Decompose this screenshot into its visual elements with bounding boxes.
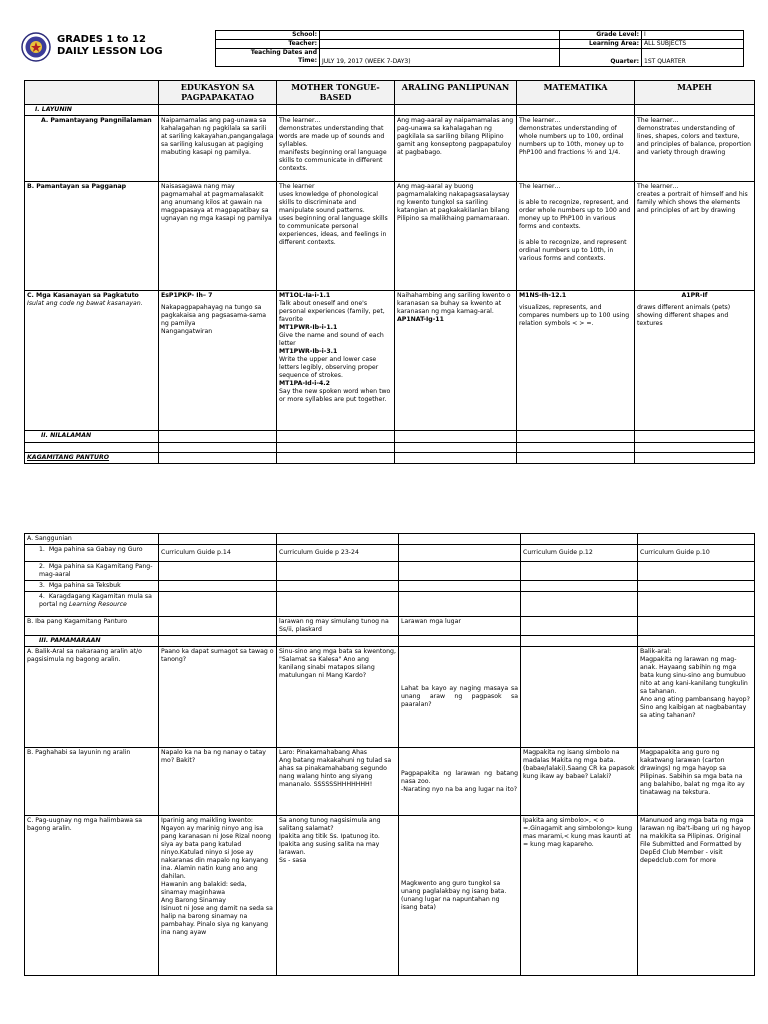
gabay-number: 1. (39, 546, 49, 553)
grade-level-label: Grade Level: (560, 31, 642, 40)
math-gabay: Curriculum Guide p.12 (521, 545, 638, 562)
mtb-code-4: MT1PA-Id-i-4.2 (279, 380, 330, 387)
esp-iba (159, 617, 277, 636)
mtb-text-2: Give the name and sound of each letter (279, 332, 384, 347)
lower-lesson-table (24, 533, 755, 976)
esp-pamantayang-pangnilalaman: Naipamamalas ang pag-unawa sa kahalagahan ng pagkilala sa sarili at sariling kakayahan,pangangalaga sa sariling kalusugan at pagiging mabuting kasapi ng pamilya. (159, 116, 277, 182)
mapeh-pag-uugnay: Manunuod ang mga bata ng mga larawan ng iba't-ibang uri ng hayop na makikita sa Pilipinas. Original File Submitted and Formatted by DepEd Club Member - visit depedclub.com for more (638, 816, 755, 976)
ap-pamantayang-pangnilalaman: Ang mag-aaral ay naipamamalas ang pag-unawa sa kahalagahan ng pagkilala sa sariling bilang Pilipino gamit ang konseptong pagpapatuloy at pagbabago. (395, 116, 517, 182)
row-label-pamantayan-sa-pagganap: B. Pamantayan sa Pagganap (25, 182, 159, 291)
ap-kasanayan (395, 291, 517, 431)
mtb-pag-uugnay: Sa anong tunog nagsisimula ang salitang salamat? Ipakita ang titik Ss. Ipatunog ito. Ipakita ang susing salita na may larawan. Ss - sasa (277, 816, 399, 976)
teksbuk-label: Mga pahina sa Teksbuk (48, 582, 121, 589)
mga-kasanayan-title: C. Mga Kasanayan sa Pagkatuto (27, 292, 139, 299)
section-kagamitang-panturo: KAGAMITANG PANTURO (25, 453, 159, 464)
ap-pamantayan-sa-pagganap: Ang mag-aaral ay buong pagmamalaking nakapagsasalaysay ng kwento tungkol sa sariling katangian at pagkakakilanlan bilang Pilipino sa malikhaing pamamaraan. (395, 182, 517, 291)
mtb-text-1: Talk about oneself and one's personal experiences (family, pet, favorite (279, 300, 385, 323)
row-label-kagamitang-pang-mag-aaral (25, 562, 159, 581)
esp-kasanayan (159, 291, 277, 431)
mtb-pamantayan-sa-pagganap: The learner uses knowledge of phonological skills to discriminate and manipulate sound patterns. uses beginning oral language skills to communicate personal experiences, ideas, and feelings in different contexts. (277, 182, 395, 291)
row-label-balik-aral: A. Balik-Aral sa nakaraang aralin at/o pagsisimula ng bagong aralin. (25, 647, 159, 748)
math-pamantayan-sa-pagganap: The learner… is able to recognize, represent, and order whole numbers up to 100 and money up to PhP100 in various forms and contexts. is able to recognize, and represent ordinal numbers up to 10th, in various forms and contexts. (517, 182, 635, 291)
ap-pag-uugnay: Magkwento ang guro tungkol sa unang paglalakbay ng isang bata. (unang lugar na napuntahan ng isang bata) (399, 816, 521, 976)
learning-area-value: ALL SUBJECTS (642, 40, 744, 49)
col-head-ap: ARALING PANLIPUNAN (395, 81, 517, 105)
title-line-2: DAILY LESSON LOG (57, 46, 163, 57)
mtb-code-1: MT1OL-Ia-i-1.1 (279, 292, 331, 299)
mapeh-kasanayan (635, 291, 755, 431)
esp-kasanayan-text: Nakapagpapahayag na tungo sa pagkakaisa ang pagsasama-sama ng pamilya Nangangatwiran (161, 304, 267, 335)
ap-balik-aral: Lahat ba kayo ay naging masaya sa unang araw ng pagpasok sa paaralan? (399, 647, 521, 748)
teaching-dates-value: JULY 19, 2017 (WEEK 7-DAY3) (320, 49, 560, 67)
col-head-blank (25, 81, 159, 105)
mtb-kasanayan (277, 291, 395, 431)
learning-area-label: Learning Area: (560, 40, 642, 49)
mapeh-pamantayang-pangnilalaman: The learner… demonstrates understanding of lines, shapes, colors and texture, and principles of balance, proportion and variety through drawing (635, 116, 755, 182)
math-iba (521, 617, 638, 636)
math-kasanayan-text: visualizes, represents, and compares numbers up to 100 using relation symbols < > =. (519, 304, 630, 327)
mtb-code-2: MT1PWR-Ib-i-1.1 (279, 324, 338, 331)
ap-code: AP1NAT-Ig-11 (397, 316, 444, 323)
row-label-iba-pang-kagamitan: B. Iba pang Kagamitang Panturo (25, 617, 159, 636)
title-line-1: GRADES 1 to 12 (57, 34, 146, 45)
row-label-teksbuk (25, 581, 159, 592)
header-info-table (215, 30, 744, 67)
mapeh-paghahabi: Magpapakita ang guro ng kakatwang larawan (carton drawings) ng mga hayop sa Pilipinas. Sabihin sa mga bata na ang balahibo, balat ng mga ito ay tinatawag na tekstura. (638, 748, 755, 816)
mapeh-balik-aral: Balik-aral: Magpakita ng larawan ng mag-anak. Hayaang sabihin ng mga bata kung sinu-sino ang bumubuo nito at ang kani-kanilang tungkulin sa tahanan. Ano ang ating pambansang hayop? Sino ang kaibigan at nagbabantay sa ating tahanan? (638, 647, 755, 748)
row-label-paghahabi: B. Paghahabi sa layunin ng aralin (25, 748, 159, 816)
col-head-esp: EDUKASYON SA PAGPAPAKATAO (159, 81, 277, 105)
school-label: School: (216, 31, 320, 40)
section-layunin: I. LAYUNIN (25, 105, 159, 116)
row-label-mga-kasanayan (25, 291, 159, 431)
esp-balik-aral: Paano ka dapat sumagot sa tawag o tanong? (159, 647, 277, 748)
mtb-code-3: MT1PWR-Ib-i-3.1 (279, 348, 338, 355)
teacher-value (320, 40, 560, 49)
math-pamantayang-pangnilalaman: The learner… demonstrates understanding of whole numbers up to 100, ordinal numbers up to 10th, money up to PhP100 and fractions ½ and 1/4. (517, 116, 635, 182)
mtb-pamantayang-pangnilalaman: The learner… demonstrates understanding that words are made up of sounds and syllables. manifests beginning oral language skills to communicate in different contexts. (277, 116, 395, 182)
row-label-sanggunian: A. Sanggunian (25, 534, 159, 545)
math-paghahabi: Magpakita ng isang simbolo na madalas Makita ng mga bata.(babae/lalaki).Saang CR ka papasok kung ikaw ay babae? Lalaki? (521, 748, 638, 816)
mapeh-iba (638, 617, 755, 636)
esp-pag-uugnay: Iparinig ang maikling kwento: Ngayon ay marinig ninyo ang isa pang karanasan ni Jose Rizal noong siya ay bata pang katulad ninyo.Katulad ninyo si Jose ay nakaranas din mapalo ng kanyang ina. Alamin natin kung ano ang dahilan. Hawanin ang balakid: seda, sinamay maginhawa Ang Barong Sinamay Isinuot ni Jose ang damit na seda sa halip na barong sinamay na pambahay. Pinalo siya ng kanyang ina nang ayaw (159, 816, 277, 976)
teksbuk-number: 3. (39, 582, 49, 589)
quarter-label: Quarter: (560, 49, 642, 67)
mtb-text-4: Say the new spoken word when two or more syllables are put together. (279, 388, 391, 403)
mapeh-pamantayan-sa-pagganap: The learner… creates a portrait of himself and his family which shows the elements and principles of art by drawing (635, 182, 755, 291)
ap-iba: Larawan mga lugar (399, 617, 521, 636)
mtb-paghahabi: Laro: Pinakamahabang Ahas Ang batang makakahuni ng tulad sa ahas sa pinakamahabang segundo nang walang hinto ang siyang mananalo. SSSSSSHHHHHHH! (277, 748, 399, 816)
math-pag-uugnay: Ipakita ang simbolo>, < o =.Ginagamit ang simbolong> kung mas marami,< kung mas kaunti at = kung mag kapareho. (521, 816, 638, 976)
teaching-dates-label-line1: Teaching Dates and (250, 49, 317, 56)
esp-pamantayan-sa-pagganap: Naisasagawa nang may pagmamahal at pagmamalasakit ang anumang kilos at gawain na magpapasaya at magpapatibay sa ugnayan ng mga kasapi ng pamilya (159, 182, 277, 291)
gabay-label: Mga pahina sa Gabay ng Guro (48, 546, 143, 553)
school-value (320, 31, 560, 40)
mtb-text-3: Write the upper and lower case letters legibly, observing proper sequence of strokes. (279, 356, 379, 379)
ap-kasanayan-text: Naihahambing ang sariling kwento o karanasan sa buhay sa kwento at karanasan ng mga kamag-aral. (397, 292, 511, 315)
mtb-balik-aral: Sinu-sino ang mga bata sa kwentong, "Salamat sa Kalesa" Ano ang kanilang sinabi matapos silang matulungan ni Mang Kardo? (277, 647, 399, 748)
mtb-iba: larawan ng may simulang tunog na Ss/ii, plaskard (277, 617, 399, 636)
section-nilalaman: II. NILALAMAN (25, 431, 159, 443)
math-kasanayan (517, 291, 635, 431)
mapeh-kasanayan-text: draws different animals (pets) showing different shapes and textures (637, 304, 731, 327)
mtb-gabay: Curriculum Guide p 23-24 (277, 545, 399, 562)
teaching-dates-label-line2: Time: (298, 57, 317, 64)
col-head-mtb: MOTHER TONGUE-BASED (277, 81, 395, 105)
row-label-gabay-ng-guro (25, 545, 159, 562)
ap-paghahabi: Pagpapakita ng larawan ng batang nasa zoo. -Narating nyo na ba ang lugar na ito? (399, 748, 521, 816)
teacher-label: Teacher: (216, 40, 320, 49)
mapeh-gabay: Curriculum Guide p.10 (638, 545, 755, 562)
grade-level-value: I (642, 31, 744, 40)
row-label-pag-uugnay: C. Pag-uugnay ng mga halimbawa sa bagong aralin. (25, 816, 159, 976)
mga-kasanayan-note: Isulat ang code ng bawat kasanayan. (27, 300, 143, 307)
mapeh-code: A1PR-If (681, 292, 708, 299)
lr-label-italic: Learning Resource (68, 601, 127, 608)
col-head-math: MATEMATIKA (517, 81, 635, 105)
lr-number: 4. (39, 593, 49, 600)
math-balik-aral (521, 647, 638, 748)
esp-gabay: Curriculum Guide p.14 (159, 545, 277, 562)
lr-label: Karagdagang Kagamitan mula sa portal ng (39, 593, 152, 608)
teaching-dates-label (216, 49, 320, 67)
log-title (57, 34, 163, 58)
kagamitang-label: Mga pahina sa Kagamitang Pang-mag-aaral (39, 563, 153, 578)
upper-lesson-table (24, 80, 755, 464)
math-code: M1NS-Ih-12.1 (519, 292, 567, 299)
esp-code: EsP1PKP- Ih– 7 (161, 292, 213, 299)
row-label-learning-resource (25, 592, 159, 617)
row-label-pamantayang-pangnilalaman: A. Pamantayang Pangnilalaman (25, 116, 159, 182)
col-head-mapeh: MAPEH (635, 81, 755, 105)
section-pamamaraan: III. PAMAMARAAN (25, 636, 159, 647)
quarter-value: 1ST QUARTER (642, 49, 744, 67)
ap-gabay (399, 545, 521, 562)
deped-seal (21, 32, 51, 62)
kagamitang-number: 2. (39, 563, 49, 570)
esp-paghahabi: Napalo ka na ba ng nanay o tatay mo? Bakit? (159, 748, 277, 816)
